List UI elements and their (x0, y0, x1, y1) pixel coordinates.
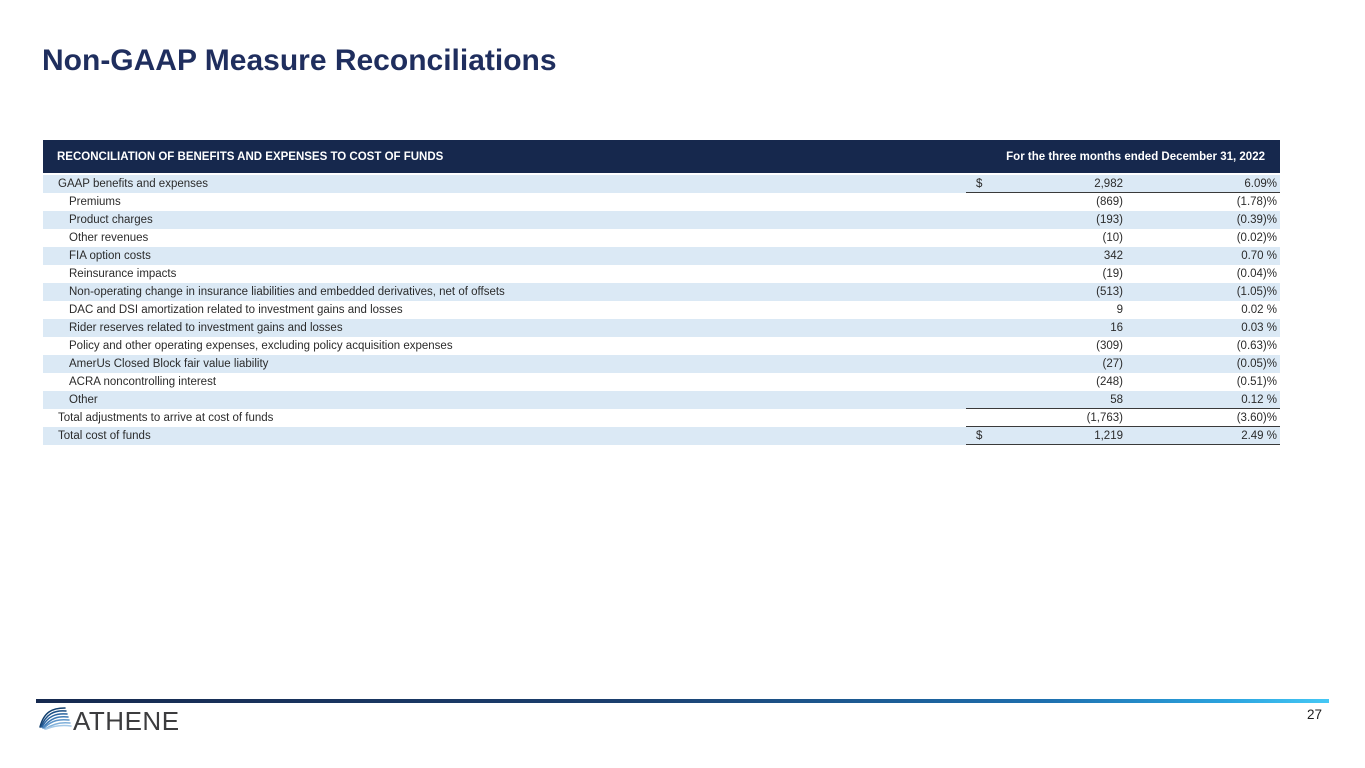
table-row (43, 283, 1280, 301)
page-number: 27 (1306, 707, 1322, 722)
table-header-row (43, 140, 1280, 173)
row-values (966, 265, 1280, 283)
table-row (43, 427, 1280, 445)
row-label: Other (69, 394, 98, 406)
table-row (43, 229, 1280, 247)
table-row (43, 355, 1280, 373)
table-row (43, 319, 1280, 337)
amount-value: (513) (1096, 286, 1123, 298)
percent-value: 0.03 % (1241, 322, 1277, 334)
row-values (966, 337, 1280, 355)
reconciliation-table (43, 140, 1280, 445)
row-label: Non-operating change in insurance liabilities and embedded derivatives, net of offsets (69, 286, 505, 298)
row-values (966, 211, 1280, 229)
row-values (966, 427, 1280, 445)
percent-value: (1.05)% (1236, 286, 1277, 298)
row-label: Premiums (69, 196, 121, 208)
row-label: AmerUs Closed Block fair value liability (69, 358, 269, 370)
row-label: DAC and DSI amortization related to investment gains and losses (69, 304, 403, 316)
page-title: Non-GAAP Measure Reconciliations (42, 44, 557, 77)
table-row (43, 409, 1280, 427)
percent-value: (0.04)% (1236, 268, 1277, 280)
row-label: Total cost of funds (58, 430, 151, 442)
percent-value: (1.78)% (1236, 196, 1277, 208)
amount-value: (193) (1096, 214, 1123, 226)
row-label: FIA option costs (69, 250, 151, 262)
amount-value: (869) (1096, 196, 1123, 208)
percent-value: (3.60)% (1236, 411, 1277, 424)
row-values (966, 409, 1280, 427)
table-row (43, 211, 1280, 229)
row-values (966, 229, 1280, 247)
row-values (966, 283, 1280, 301)
row-values (966, 355, 1280, 373)
percent-value: 0.12 % (1241, 393, 1277, 406)
percent-value: (0.51)% (1236, 376, 1277, 388)
amount-value: 2,982 (1094, 177, 1123, 190)
table-row (43, 193, 1280, 211)
table-row (43, 301, 1280, 319)
row-label: Policy and other operating expenses, excluding policy acquisition expenses (69, 340, 453, 352)
footer-divider (36, 699, 1329, 703)
table-body (43, 175, 1280, 445)
row-label: GAAP benefits and expenses (58, 178, 209, 190)
row-values (966, 391, 1280, 409)
percent-value: 0.70 % (1241, 250, 1277, 262)
percent-value: (0.05)% (1236, 358, 1277, 370)
row-label: Other revenues (69, 232, 149, 244)
row-label: Reinsurance impacts (69, 268, 177, 280)
row-values (966, 247, 1280, 265)
row-label: Total adjustments to arrive at cost of funds (58, 412, 274, 424)
athene-logo (38, 704, 180, 738)
table-row (43, 391, 1280, 409)
row-values (966, 193, 1280, 211)
table-row (43, 373, 1280, 391)
percent-value: 6.09% (1244, 177, 1277, 190)
athene-logo-text: ATHENE (73, 705, 180, 736)
row-label: Product charges (69, 214, 153, 226)
amount-value: 1,219 (1094, 429, 1123, 442)
percent-value: 0.02 % (1241, 304, 1277, 316)
dollar-sign: $ (976, 429, 983, 442)
amount-value: (19) (1102, 268, 1123, 280)
table-header-right: For the three months ended December 31, 2022 (1006, 150, 1265, 163)
table-row (43, 265, 1280, 283)
row-values (966, 175, 1280, 193)
amount-value: (309) (1096, 340, 1123, 352)
dollar-sign: $ (976, 177, 983, 190)
row-label: Rider reserves related to investment gains and losses (69, 322, 343, 334)
row-label: ACRA noncontrolling interest (69, 376, 217, 388)
amount-value: (248) (1096, 376, 1123, 388)
row-values (966, 301, 1280, 319)
athene-wing-icon (38, 706, 72, 738)
amount-value: 16 (1110, 322, 1123, 334)
row-values (966, 319, 1280, 337)
amount-value: 9 (1116, 304, 1123, 316)
percent-value: (0.02)% (1236, 232, 1277, 244)
amount-value: (1,763) (1086, 411, 1123, 424)
percent-value: 2.49 % (1241, 429, 1277, 442)
amount-value: (10) (1102, 232, 1123, 244)
amount-value: (27) (1102, 358, 1123, 370)
table-row (43, 175, 1280, 193)
row-values (966, 373, 1280, 391)
table-row (43, 247, 1280, 265)
table-row (43, 337, 1280, 355)
amount-value: 58 (1110, 393, 1123, 406)
table-header-left: RECONCILIATION OF BENEFITS AND EXPENSES TO COST OF FUNDS (57, 150, 444, 163)
percent-value: (0.63)% (1236, 340, 1277, 352)
percent-value: (0.39)% (1236, 214, 1277, 226)
amount-value: 342 (1103, 250, 1123, 262)
